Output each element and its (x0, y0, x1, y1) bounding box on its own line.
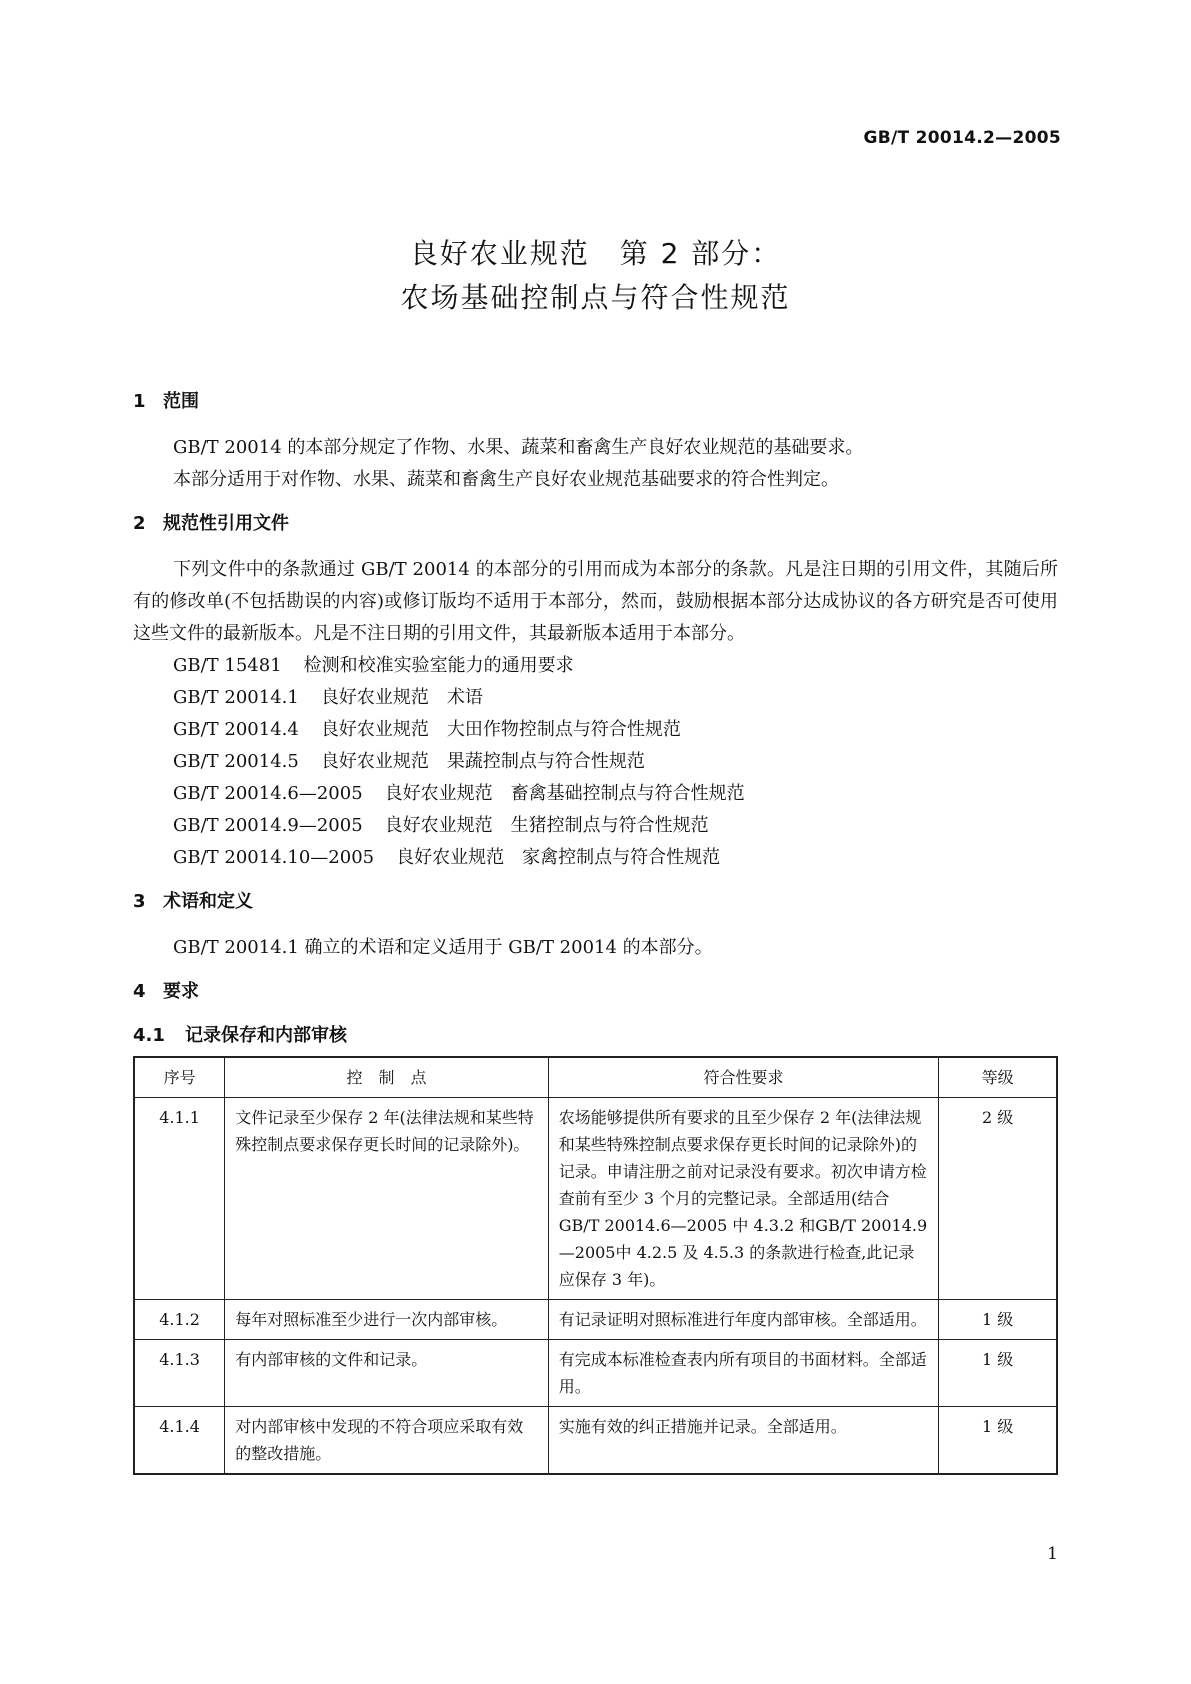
terms-block (133, 932, 1058, 964)
cell-requirement: 实施有效的纠正措施并记录。全部适用。 (548, 1407, 938, 1475)
cell-level: 2 级 (939, 1098, 1057, 1300)
section-number: 2 (133, 513, 146, 534)
section-number: 3 (133, 891, 146, 912)
reference-item (133, 650, 1058, 682)
cell-no: 4.1.3 (134, 1340, 225, 1407)
cell-no: 4.1.1 (134, 1098, 225, 1300)
reference-item (133, 810, 1058, 842)
paragraph: GB/T 20014 的本部分规定了作物、水果、蔬菜和畜禽生产良好农业规范的基础要求。 (173, 437, 864, 458)
table-row (134, 1098, 1057, 1300)
reference-code: GB/T 20014.4 (173, 719, 299, 740)
cell-control: 文件记录至少保存 2 年(法律法规和某些特殊控制点要求保存更长时间的记录除外)。 (225, 1098, 549, 1300)
header-compliance: 符合性要求 (548, 1057, 938, 1098)
section-heading-requirements (133, 978, 1058, 1006)
table-header-row (134, 1057, 1057, 1098)
header-level: 等级 (939, 1057, 1057, 1098)
reference-code: GB/T 15481 (173, 655, 282, 676)
table-row (134, 1300, 1057, 1340)
reference-code: GB/T 20014.1 (173, 687, 299, 708)
cell-requirement: 农场能够提供所有要求的且至少保存 2 年(法律法规和某些特殊控制点要求保存更长时间的记录除外)的记录。申请注册之前对记录没有要求。初次申请方检查前有至少 3 个月的完整记录。全部适用(结合 GB/T 20014.6—2005 中 4.3.2 和GB/T 20014.9—2005中 4.2.5 及 4.5.3 的条款进行检查,此记录应保存 3 年)。 (548, 1098, 938, 1300)
reference-title: 良好农业规范 生猪控制点与符合性规范 (384, 815, 709, 836)
subsection-number: 4.1 (133, 1025, 165, 1046)
title-line-1: 良好农业规范 第 2 部分： (409, 237, 782, 270)
reference-item (133, 778, 1058, 810)
subsection-heading-records (133, 1022, 1058, 1050)
reference-item (133, 682, 1058, 714)
section-number: 4 (133, 981, 146, 1002)
scope-paragraphs (133, 432, 1058, 496)
reference-code: GB/T 20014.5 (173, 751, 299, 772)
title-line-2: 农场基础控制点与符合性规范 (400, 281, 791, 314)
reference-title: 良好农业规范 畜禽基础控制点与符合性规范 (384, 783, 745, 804)
reference-code: GB/T 20014.9—2005 (173, 815, 363, 836)
section-heading-scope (133, 388, 1058, 416)
section-title: 范围 (163, 391, 199, 412)
header-control-point: 控 制 点 (225, 1057, 549, 1098)
table-row (134, 1407, 1057, 1475)
reference-title: 良好农业规范 家禽控制点与符合性规范 (396, 847, 721, 868)
paragraph: 下列文件中的条款通过 GB/T 20014 的本部分的引用而成为本部分的条款。凡是注日期的引用文件，其随后所有的修改单(不包括勘误的内容)或修订版均不适用于本部分，然而，鼓励根据本部分达成协议的各方研究是否可使用这些文件的最新版本。凡是不注日期的引用文件，其最新版本适用于本部分。 (133, 559, 1058, 644)
cell-requirement: 有记录证明对照标准进行年度内部审核。全部适用。 (548, 1300, 938, 1340)
cell-control: 对内部审核中发现的不符合项应采取有效的整改措施。 (225, 1407, 549, 1475)
section-number: 1 (133, 391, 146, 412)
cell-level: 1 级 (939, 1340, 1057, 1407)
paragraph: GB/T 20014.1 确立的术语和定义适用于 GB/T 20014 的本部分。 (173, 937, 713, 958)
cell-level: 1 级 (939, 1407, 1057, 1475)
reference-code: GB/T 20014.6—2005 (173, 783, 363, 804)
page-number: 1 (1047, 1544, 1058, 1564)
section-heading-terms (133, 888, 1058, 916)
cell-no: 4.1.2 (134, 1300, 225, 1340)
reference-title: 良好农业规范 果蔬控制点与符合性规范 (320, 751, 645, 772)
cell-control: 有内部审核的文件和记录。 (225, 1340, 549, 1407)
section-heading-normative (133, 510, 1058, 538)
paragraph: 本部分适用于对作物、水果、蔬菜和畜禽生产良好农业规范基础要求的符合性判定。 (173, 469, 839, 490)
reference-title: 良好农业规范 大田作物控制点与符合性规范 (320, 719, 681, 740)
reference-title: 检测和校准实验室能力的通用要求 (303, 655, 574, 676)
section-title: 要求 (163, 981, 199, 1002)
table-row (134, 1340, 1057, 1407)
document-title (0, 232, 1191, 320)
header-no: 序号 (134, 1057, 225, 1098)
reference-item (133, 746, 1058, 778)
document-body (133, 388, 1058, 1475)
cell-requirement: 有完成本标准检查表内所有项目的书面材料。全部适用。 (548, 1340, 938, 1407)
standard-code: GB/T 20014.2—2005 (863, 128, 1061, 148)
reference-item (133, 714, 1058, 746)
section-title: 术语和定义 (163, 891, 253, 912)
cell-no: 4.1.4 (134, 1407, 225, 1475)
section-title: 规范性引用文件 (163, 513, 289, 534)
cell-level: 1 级 (939, 1300, 1057, 1340)
reference-title: 良好农业规范 术语 (320, 687, 483, 708)
reference-code: GB/T 20014.10—2005 (173, 847, 375, 868)
reference-item (133, 842, 1058, 874)
cell-control: 每年对照标准至少进行一次内部审核。 (225, 1300, 549, 1340)
normative-block (133, 554, 1058, 874)
subsection-title: 记录保存和内部审核 (185, 1025, 347, 1046)
control-points-table (133, 1056, 1058, 1475)
